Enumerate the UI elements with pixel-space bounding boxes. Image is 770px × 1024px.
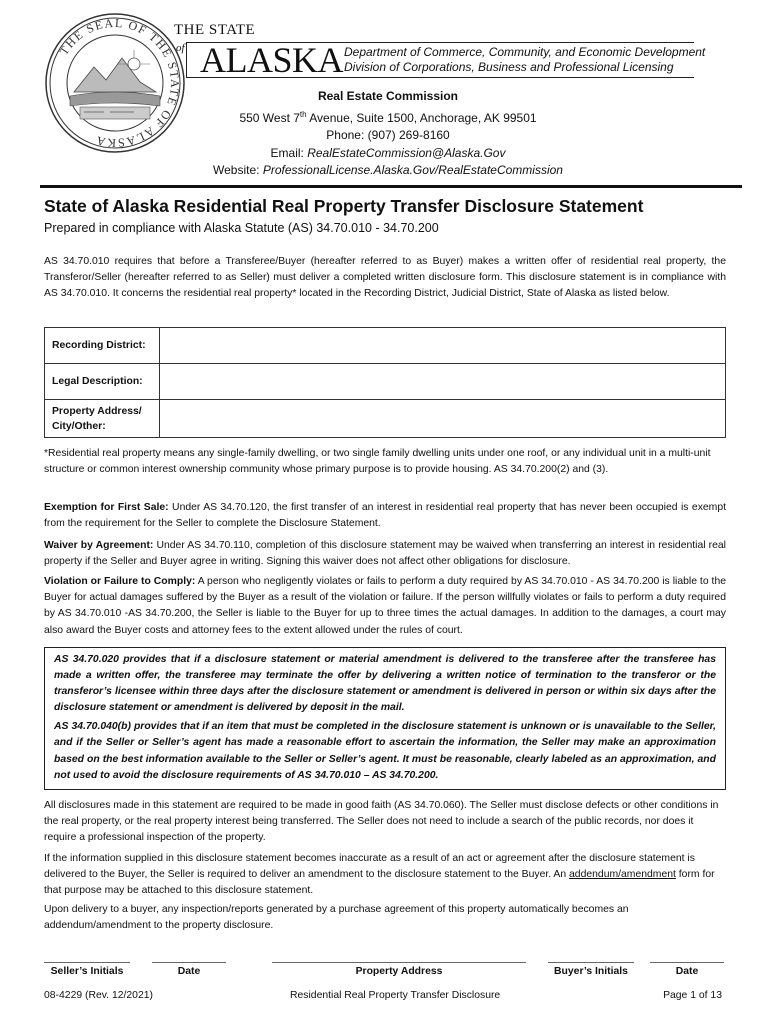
sellers-initials-field[interactable]	[44, 962, 130, 977]
department-line: Department of Commerce, Community, and Economic Development	[344, 45, 706, 59]
footnote-paragraph: *Residential real property means any single-family dwelling, or two single family dwelling units under one roof, or any individual unit in a multi-unit structure or common interest ownership community whose primary purpose is to provide housing. AS 34.70.200(2) and (3).	[44, 448, 711, 476]
commission-name: Real Estate Commission	[317, 89, 459, 103]
legal-description-label: Legal Description:	[45, 364, 160, 400]
waiver-text: Under AS 34.70.110, completion of this disclosure statement may be waived when transferring an interest in residential real property if the Seller and Buyer agree in writing. Signing this waiver does not affect other obligations for disclosure.	[44, 540, 726, 568]
statute-notice-box	[44, 647, 726, 790]
buyer-date-field[interactable]	[650, 962, 724, 977]
header-divider	[40, 185, 742, 188]
office-address	[160, 106, 616, 128]
property-address-sig-label: Property Address	[355, 966, 443, 977]
property-address-label: Property Address/ City/Other:	[45, 400, 160, 438]
property-info-table	[44, 327, 726, 438]
division-line: Division of Corporations, Business and Professional Licensing	[344, 60, 674, 74]
addendum-amendment-link[interactable]: addendum/amendment	[569, 869, 676, 881]
form-title: Residential Real Property Transfer Disclosure	[290, 990, 501, 1001]
delivery-paragraph: Upon delivery to a buyer, any inspection/reports generated by a purchase agreement of this property automatically becomes an addendum/amendment to the property disclosure.	[44, 904, 629, 932]
page-subtitle: Prepared in compliance with Alaska Statute (AS) 34.70.010 - 34.70.200	[44, 221, 439, 235]
email-label: Email:	[270, 145, 308, 160]
website-label: Website:	[213, 163, 263, 177]
seller-date-label: Date	[177, 966, 201, 977]
buyers-initials-label: Buyer’s Initials	[554, 966, 628, 977]
page-title: State of Alaska Residential Real Property Transfer Disclosure Statement	[44, 196, 644, 216]
violation-label: Violation or Failure to Comply:	[44, 576, 196, 587]
email-line	[160, 145, 616, 163]
waiver-label: Waiver by Agreement:	[44, 540, 154, 551]
email-link[interactable]: RealEstateCommission@Alaska.Gov	[307, 145, 506, 160]
contact-block	[160, 88, 616, 180]
website-line	[160, 162, 616, 180]
exemption-paragraph	[44, 500, 726, 532]
website-link[interactable]: ProfessionalLicense.Alaska.Gov/RealEstateCommission	[262, 163, 563, 177]
recording-district-label: Recording District:	[45, 328, 160, 364]
exemption-text: Under AS 34.70.120, the first transfer of an interest in residential real property that has never been occupied is exempt from the requirement for the Seller to complete the Disclosure Statement.	[44, 502, 726, 530]
violation-paragraph	[44, 574, 726, 639]
intro-paragraph: AS 34.70.010 requires that before a Transferee/Buyer (hereafter referred to as Buyer) makes a written offer of residential real property, the Transferor/Seller (hereafter referred to as Seller) must deliver a completed written disclosure form. This disclosure statement is in compliance with AS 34.70.010. It concerns the residential real property* located in the Recording District, Judicial District, State of Alaska as listed below.	[44, 256, 726, 300]
seller-date-field[interactable]	[152, 962, 226, 977]
amendment-text: If the information supplied in this disclosure statement becomes inaccurate as a result of an act or agreement after the disclosure statement is delivered to the Buyer, the Seller is required to deliver an amendment to the disclosure statement to the Buyer. An	[44, 853, 695, 881]
exemption-label: Exemption for First Sale:	[44, 502, 169, 513]
state-logo	[174, 22, 714, 82]
buyers-initials-field[interactable]	[548, 962, 634, 977]
page-number: Page 1 of 13	[663, 990, 722, 1001]
amendment-paragraph	[44, 851, 726, 900]
address-part: Avenue, Suite 1500, Anchorage, AK 99501	[306, 110, 537, 125]
department-name	[344, 45, 705, 75]
good-faith-paragraph: All disclosures made in this statement are required to be made in good faith (AS 34.70.060). The Seller must disclose defects or other conditions in the real property, or the real property interest being transferred. The Seller does not need to include a search of the public records, nor does it require a professional inspection of the property.	[44, 800, 719, 844]
property-address-signature-field[interactable]	[272, 962, 526, 977]
address-part: 550 West 7	[239, 110, 300, 125]
seal-text: THE SEAL OF THE STATE OF ALASKA	[56, 15, 183, 151]
notice-paragraph-approximation: AS 34.70.040(b) provides that if an item that must be completed in the disclosure statement is unknown or is unavailable to the Seller, and if the Seller or Seller’s agent has made a reasonable effort to ascertain the information, the Seller may make an approximation based on the best information available to the Seller or Seller’s agent. It must be reasonable, clearly labeled as an approximation, and not used to avoid the disclosure requirements of AS 34.70.010 – AS 34.70.200.	[54, 721, 716, 781]
waiver-paragraph	[44, 538, 726, 570]
sellers-initials-label: Seller’s Initials	[50, 966, 124, 977]
legal-description-field[interactable]	[160, 364, 726, 400]
amendment-text-end: form for that purpose may be attached to this disclosure statement.	[44, 869, 715, 897]
recording-district-field[interactable]	[160, 328, 726, 364]
logo-the-state: THE STATE	[174, 22, 256, 38]
form-number: 08-4229 (Rev. 12/2021)	[44, 990, 153, 1001]
address-ordinal: th	[299, 109, 307, 119]
notice-paragraph-termination: AS 34.70.020 provides that if a disclosure statement or material amendment is delivered to the transferee after the transferee has made a written offer, the transferee may terminate the offer by delivering a written notice of termination to the transferor or the transferor’s licensee within three days after the disclosure statement or amendment is delivered in person or within six days after the disclosure statement or amendment is delivered by deposit in the mail.	[54, 654, 716, 714]
logo-of: of	[176, 42, 185, 54]
logo-alaska: ALASKA	[200, 40, 344, 80]
buyer-date-label: Date	[675, 966, 699, 977]
violation-text: A person who negligently violates or fails to perform a duty required by AS 34.70.010 - AS 34.70.200 is liable to the Buyer for actual damages suffered by the Buyer as a result of the violation or failure. If the person willfully violates or fails to perform a duty required by AS 34.70.010 -AS 34.70.200, the Seller is liable to the Buyer for up to three times the actual damages. In addition to the damages, a court may also award the Buyer costs and attorney fees to the extent allowed under the rules of court.	[44, 576, 726, 636]
property-address-field[interactable]	[160, 400, 726, 438]
phone-number: Phone: (907) 269-8160	[326, 128, 450, 142]
